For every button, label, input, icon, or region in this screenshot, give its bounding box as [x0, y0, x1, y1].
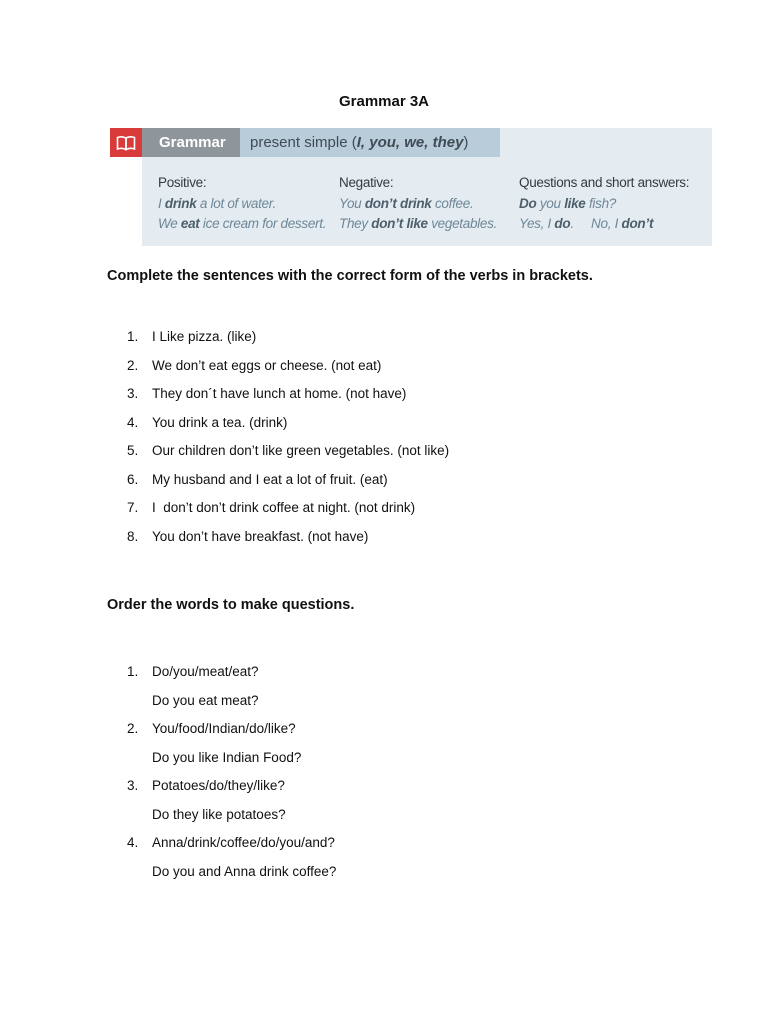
column-heading: Questions and short answers:: [519, 175, 690, 190]
item-number: 1.: [127, 329, 139, 344]
item-number: 8.: [127, 528, 139, 544]
item-number: 1.: [127, 664, 139, 679]
book-tile: [110, 128, 142, 157]
item-text: You drink a tea. (drink): [152, 414, 288, 430]
item-number: 5.: [127, 443, 139, 458]
topic-suffix: ): [463, 134, 469, 151]
example-line: Yes, I do. No, I don’t: [519, 216, 654, 231]
example-line: Do you like fish?: [519, 195, 616, 211]
exercise-2-list: [127, 664, 336, 892]
negative-column: [339, 173, 497, 235]
example-line: I drink a lot of water.: [158, 195, 276, 211]
item-text: We don’t eat eggs or cheese. (not eat): [152, 357, 382, 373]
item-number: 2.: [127, 357, 139, 373]
item-number: 6.: [127, 471, 139, 487]
column-heading: Positive:: [158, 175, 207, 190]
item-number: 2.: [127, 721, 139, 736]
question-prompt: You/food/Indian/do/like?: [152, 721, 296, 736]
exercise-2-heading: Order the words to make questions.: [107, 597, 355, 613]
questions-column: [519, 173, 689, 235]
item-number: 4.: [127, 835, 139, 850]
positive-column: [158, 173, 326, 235]
list-item: [127, 664, 336, 693]
answer-line: Do they like potatoes?: [152, 806, 286, 822]
item-text: My husband and I eat a lot of fruit. (eat): [152, 471, 388, 487]
answer-line: Do you like Indian Food?: [152, 749, 302, 765]
question-prompt: Do/you/meat/eat?: [152, 664, 259, 679]
item-text: Our children don’t like green vegetables. (not like): [152, 443, 450, 458]
item-number: 3.: [127, 386, 139, 401]
item-number: 4.: [127, 414, 139, 430]
item-text: You don’t have breakfast. (not have): [152, 528, 369, 544]
example-line: You don’t drink coffee.: [339, 195, 474, 211]
example-line: They don’t like vegetables.: [339, 216, 497, 231]
list-item: [127, 835, 336, 864]
open-book-icon: [116, 135, 136, 151]
list-item: [127, 529, 449, 558]
question-prompt: Potatoes/do/they/like?: [152, 778, 285, 793]
question-prompt: Anna/drink/coffee/do/you/and?: [152, 835, 335, 850]
grammar-reference-box: [110, 128, 712, 246]
list-item: [127, 329, 449, 358]
list-item: [127, 386, 449, 415]
exercise-1-list: [127, 329, 449, 557]
list-item: [127, 443, 449, 472]
example-line: We eat ice cream for dessert.: [158, 216, 327, 231]
list-item: [127, 721, 336, 750]
topic-prefix: present simple (: [250, 134, 357, 151]
item-text: I Like pizza. (like): [152, 329, 257, 344]
item-number: 7.: [127, 500, 139, 515]
item-text: They don´t have lunch at home. (not have): [152, 386, 407, 401]
page-title: Grammar 3A: [338, 93, 430, 110]
grammar-tag: Grammar: [142, 128, 240, 157]
list-item: [127, 415, 449, 444]
column-heading: Negative:: [339, 175, 394, 190]
answer-line: Do you eat meat?: [152, 692, 259, 708]
grammar-topic: [240, 128, 500, 157]
list-item: [127, 472, 449, 501]
list-item: [127, 778, 336, 807]
answer-line: Do you and Anna drink coffee?: [152, 863, 337, 879]
item-number: 3.: [127, 778, 139, 793]
list-item: [127, 358, 449, 387]
topic-pronouns: I, you, we, they: [356, 134, 464, 151]
item-text: I don’t don’t drink coffee at night. (not drink): [152, 500, 416, 515]
exercise-1-heading: Complete the sentences with the correct form of the verbs in brackets.: [107, 268, 593, 284]
list-item: [127, 500, 449, 529]
